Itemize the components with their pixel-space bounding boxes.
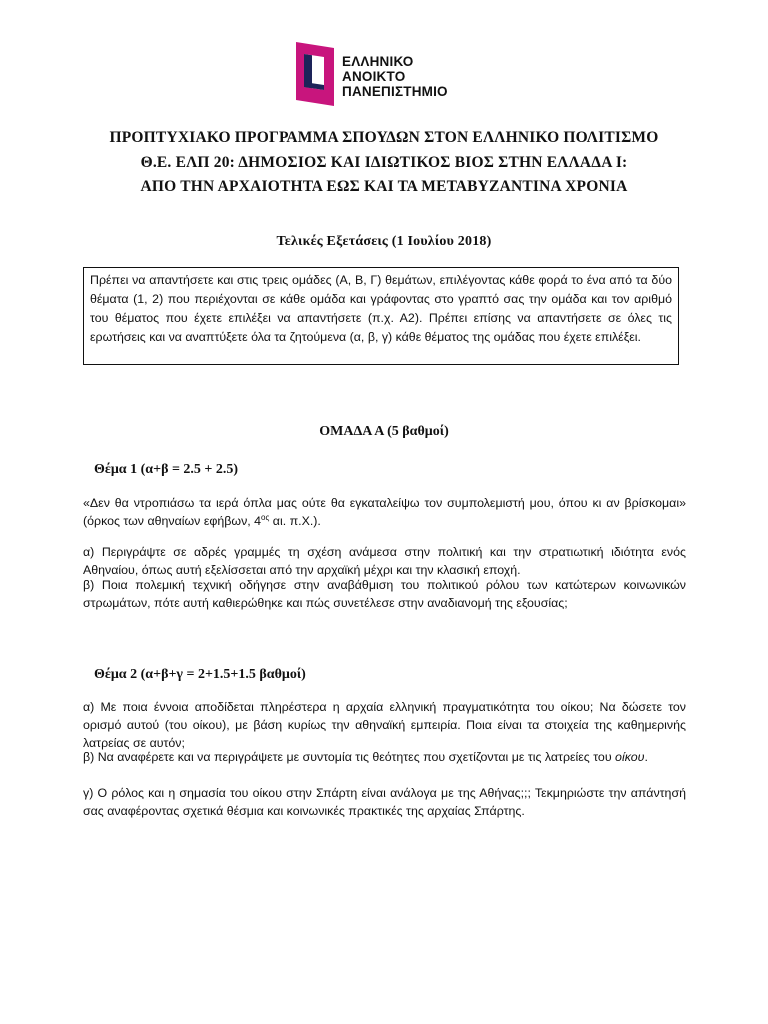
topic-1-quote [83, 494, 686, 530]
exam-title: Τελικές Εξετάσεις (1 Ιουλίου 2018) [276, 234, 492, 249]
group-a-title: ΟΜΑΔΑ Α (5 βαθμοί) [319, 424, 449, 439]
question-b-italic: οίκου [615, 750, 645, 764]
topic-2-question-b [83, 748, 686, 766]
university-logo [296, 42, 476, 106]
course-subtitle: ΑΠΟ ΤΗΝ ΑΡΧΑΙΟΤΗΤΑ ΕΩΣ ΚΑΙ ΤΑ ΜΕΤΑΒΥΖΑΝΤΙΝΑ ΧΡΟΝΙΑ [140, 178, 628, 195]
topic-2-question-c: γ) Ο ρόλος και η σημασία του οίκου στην Σπάρτη είναι ανάλογα με της Αθήνας;;; Τεκμηριώστε την απάντησή σας αναφέροντας σχετικά θέσμια και κοινωνικές πρακτικές της αρχαίας Σπάρτης. [83, 786, 686, 818]
quote-end: αι. π.Χ.). [269, 514, 321, 528]
question-b-end: . [644, 750, 648, 764]
instructions-text: Πρέπει να απαντήσετε και στις τρεις ομάδες (Α, Β, Γ) θεμάτων, επιλέγοντας κάθε φορά το ένα από τα δύο θέματα (1, 2) που περιέχονται σε κάθε ομάδα και γράφοντας στο γραπτό σας την ομάδα και τον αριθμό του θέματος που έχετε επιλέξει να απαντήσετε (π.χ. Α2). Πρέπει επίσης να απαντήσετε σε όλες τις ερωτήσεις και να αναπτύξετε όλα τα ζητούμενα (α, β, γ) κάθε θέματος της ομάδας που έχετε επιλέξει. [90, 273, 672, 344]
question-b-text: β) Να αναφέρετε και να περιγράψετε με συντομία τις θεότητες που σχετίζονται με τις λατρείες του [83, 750, 616, 764]
course-title: Θ.Ε. ΕΛΠ 20: ΔΗΜΟΣΙΟΣ ΚΑΙ ΙΔΙΩΤΙΚΟΣ ΒΙΟΣ ΣΤΗΝ ΕΛΛΑΔΑ Ι: [140, 154, 628, 171]
logo-line-3: ΠΑΝΕΠΙΣΤΗΜΙΟ [342, 84, 448, 99]
quote-superscript: ος [261, 512, 270, 522]
logo-mark-icon [296, 42, 334, 106]
quote-text: «Δεν θα ντροπιάσω τα ιερά όπλα μας ούτε θα εγκαταλείψω τον συμπολεμιστή μου, όπου κι αν βρίσκομαι» (όρκος των αθηναίων εφήβων, 4 [83, 496, 686, 528]
logo-line-1: ΕΛΛΗΝΙΚΟ [342, 54, 414, 69]
topic-1-title: Θέμα 1 (α+β = 2.5 + 2.5) [94, 462, 239, 477]
program-title: ΠΡΟΠΤΥΧΙΑΚΟ ΠΡΟΓΡΑΜΜΑ ΣΠΟΥΔΩΝ ΣΤΟΝ ΕΛΛΗΝΙΚΟ ΠΟΛΙΤΙΣΜΟ [109, 129, 659, 146]
logo-wordmark [342, 54, 448, 99]
topic-1-question-b: β) Ποια πολεμική τεχνική οδήγησε στην αναβάθμιση του πολιτικού ρόλου των κατώτερων κοινωνικών στρωμάτων, πότε αυτή καθιερώθηκε και πώς συνετέλεσε στην αναδιανομή της εξουσίας; [83, 578, 686, 610]
instructions-box [83, 267, 679, 365]
logo-line-2: ΑΝΟΙΚΤΟ [342, 69, 406, 84]
topic-2-title: Θέμα 2 (α+β+γ = 2+1.5+1.5 βαθμοί) [94, 667, 306, 682]
topic-1-question-a: α) Περιγράψτε σε αδρές γραμμές τη σχέση ανάμεσα στην πολιτική και την στρατιωτική ιδιότητα ενός Αθηναίου, όπως αυτή εξελίσσεται από την αρχαϊκή μέχρι και την κλασική εποχή. [83, 545, 686, 577]
topic-2-question-a: α) Με ποια έννοια αποδίδεται πληρέστερα η αρχαία ελληνική πραγματικότητα του οίκου; Να δώσετε τον ορισμό αυτού (του οίκου), με βάση κυρίως την αθηναϊκή εμπειρία. Ποια είναι τα στοιχεία της καθημερινής λατρείας σε αυτόν; [83, 700, 686, 750]
